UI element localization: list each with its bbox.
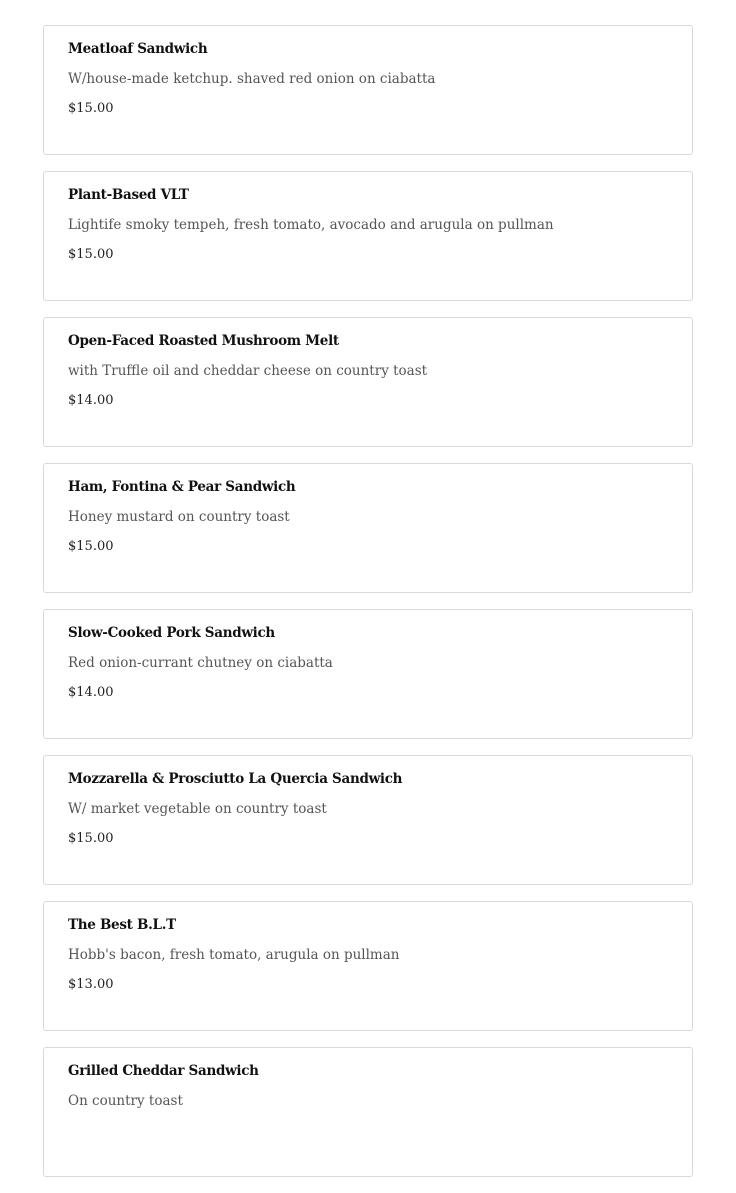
- menu-item-name: Grilled Cheddar Sandwich: [68, 1063, 259, 1079]
- menu-item-description: Hobb's bacon, fresh tomato, arugula on pullman: [68, 947, 400, 963]
- menu-item-description: with Truffle oil and cheddar cheese on country toast: [68, 363, 428, 379]
- menu-item-card-plant-based-vlt[interactable]: [43, 171, 693, 301]
- menu-item-price: $14.00: [68, 393, 114, 408]
- menu-item-description: W/ market vegetable on country toast: [68, 801, 327, 817]
- menu-item-description: W/house-made ketchup. shaved red onion on ciabatta: [68, 71, 436, 87]
- menu-item-price: $15.00: [68, 831, 114, 846]
- menu-item-description: Honey mustard on country toast: [68, 509, 290, 525]
- menu-item-card-mozzarella-prosciutto[interactable]: [43, 755, 693, 885]
- menu-item-card-roasted-mushroom-melt[interactable]: [43, 317, 693, 447]
- menu-item-price: $15.00: [68, 101, 114, 116]
- menu-item-description: On country toast: [68, 1093, 183, 1109]
- menu-item-name: Open-Faced Roasted Mushroom Melt: [68, 333, 339, 349]
- menu-item-name: Plant-Based VLT: [68, 187, 189, 203]
- menu-item-name: Meatloaf Sandwich: [68, 41, 208, 57]
- menu-item-name: The Best B.L.T: [68, 917, 176, 933]
- menu-item-card-best-blt[interactable]: [43, 901, 693, 1031]
- menu-item-list: [43, 25, 693, 1193]
- menu-item-name: Ham, Fontina & Pear Sandwich: [68, 479, 296, 495]
- menu-item-card-slow-cooked-pork[interactable]: [43, 609, 693, 739]
- menu-item-description: Red onion-currant chutney on ciabatta: [68, 655, 333, 671]
- menu-item-price: $13.00: [68, 977, 114, 992]
- menu-item-card-ham-fontina-pear[interactable]: [43, 463, 693, 593]
- menu-item-price: $15.00: [68, 539, 114, 554]
- menu-item-name: Mozzarella & Prosciutto La Quercia Sandwich: [68, 771, 403, 787]
- menu-item-price: $14.00: [68, 685, 114, 700]
- menu-item-name: Slow-Cooked Pork Sandwich: [68, 625, 275, 641]
- menu-item-description: Lightife smoky tempeh, fresh tomato, avocado and arugula on pullman: [68, 217, 554, 233]
- menu-item-card-grilled-cheddar[interactable]: [43, 1047, 693, 1177]
- menu-item-price: $15.00: [68, 247, 114, 262]
- menu-item-card-meatloaf-sandwich[interactable]: [43, 25, 693, 155]
- menu-item-price: [68, 1122, 668, 1140]
